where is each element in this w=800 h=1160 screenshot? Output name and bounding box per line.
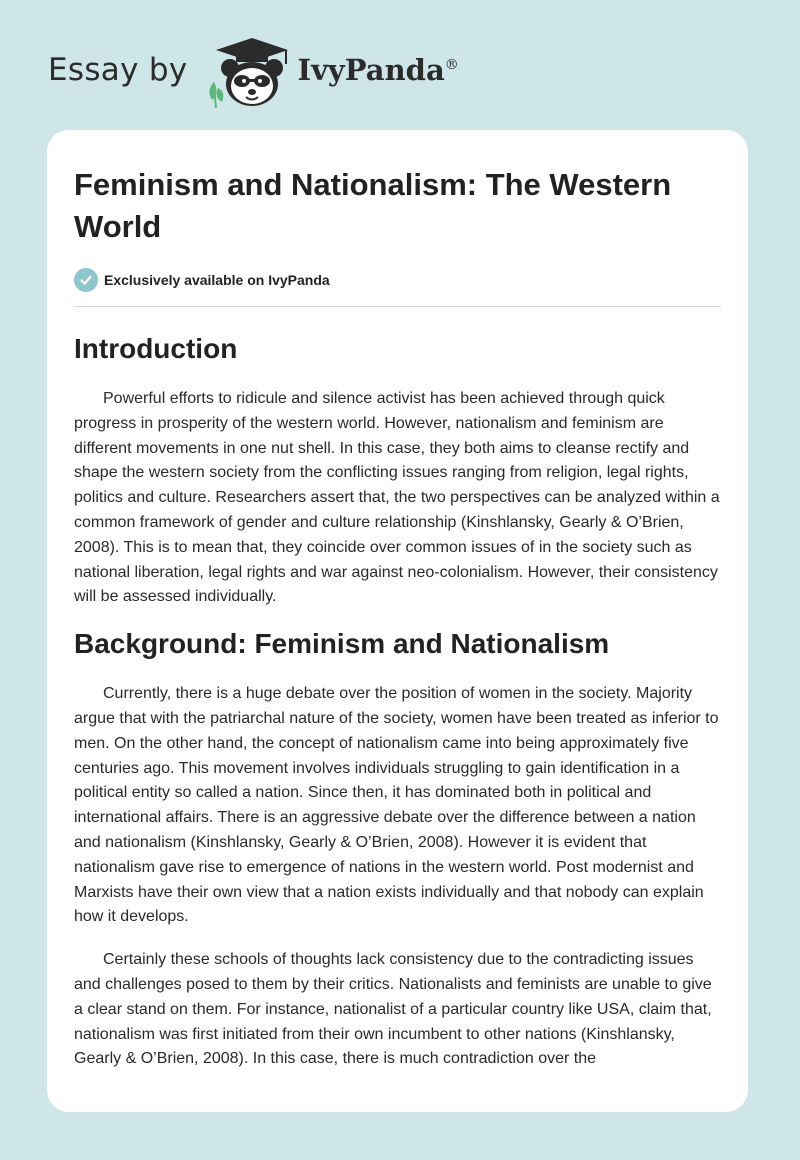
site-header [48, 30, 459, 110]
check-icon [74, 268, 98, 292]
exclusive-badge-text: Exclusively available on IvyPanda [104, 272, 330, 288]
panda-logo-icon[interactable] [202, 30, 294, 110]
section-heading: Introduction [74, 333, 238, 364]
section-introduction [74, 329, 721, 610]
essay-by-label: Essay by [48, 52, 188, 88]
paragraph: Powerful efforts to ridicule and silence activist has been achieved through quick progress in prosperity of the western world. However, nationalism and feminism are different movements in one nut shell. In this case, they both aims to cleanse rectify and shape the western society from the conflicting issues ranging from religion, legal rights, politics and culture. Researchers assert that, the two perspectives can be analyzed within a common framework of gender and culture relationship (Kinshlansky, Gearly & O’Brien, 2008). This is to mean that, they coincide over common issues of in the society such as national liberation, legal rights and war against neo-colonialism. However, their consistency will be assessed individually. [74, 390, 720, 606]
article-title: Feminism and Nationalism: The Western World [74, 167, 672, 244]
paragraph: Certainly these schools of thoughts lack consistency due to the contradicting issues and challenges posed to them by their critics. Nationalists and feminists are unable to give a clear stand on them. For instance, nationalist of a particular country like USA, claim that, nationalism was first initiated from their own incumbent to other nations (Kinshlansky, Gearly & O’Brien, 2008). In this case, there is much contradiction over the [74, 951, 712, 1068]
section-background [74, 624, 721, 1072]
article-card [47, 130, 748, 1112]
paragraph: Currently, there is a huge debate over the position of women in the society. Majority argue that with the patriarchal nature of the society, women have been treated as inferior to men. On the other hand, the concept of nationalism came into being approximately five centuries ago. This movement involves individuals struggling to gain identification in a political entity so called a nation. Since then, it has dominated both in political and international affairs. There is an aggressive debate over the difference between a nation and nationalism (Kinshlansky, Gearly & O’Brien, 2008). However it is evident that nationalism gave rise to emergence of nations in the western world. Post modernist and Marxists have their own view that a nation exists individually and that nobody can explain how it develops. [74, 685, 719, 926]
exclusive-badge [74, 268, 721, 292]
section-heading: Background: Feminism and Nationalism [74, 628, 610, 660]
divider [74, 306, 721, 307]
registered-mark: ® [444, 57, 459, 73]
brand-name[interactable]: IvyPanda® [297, 53, 459, 87]
